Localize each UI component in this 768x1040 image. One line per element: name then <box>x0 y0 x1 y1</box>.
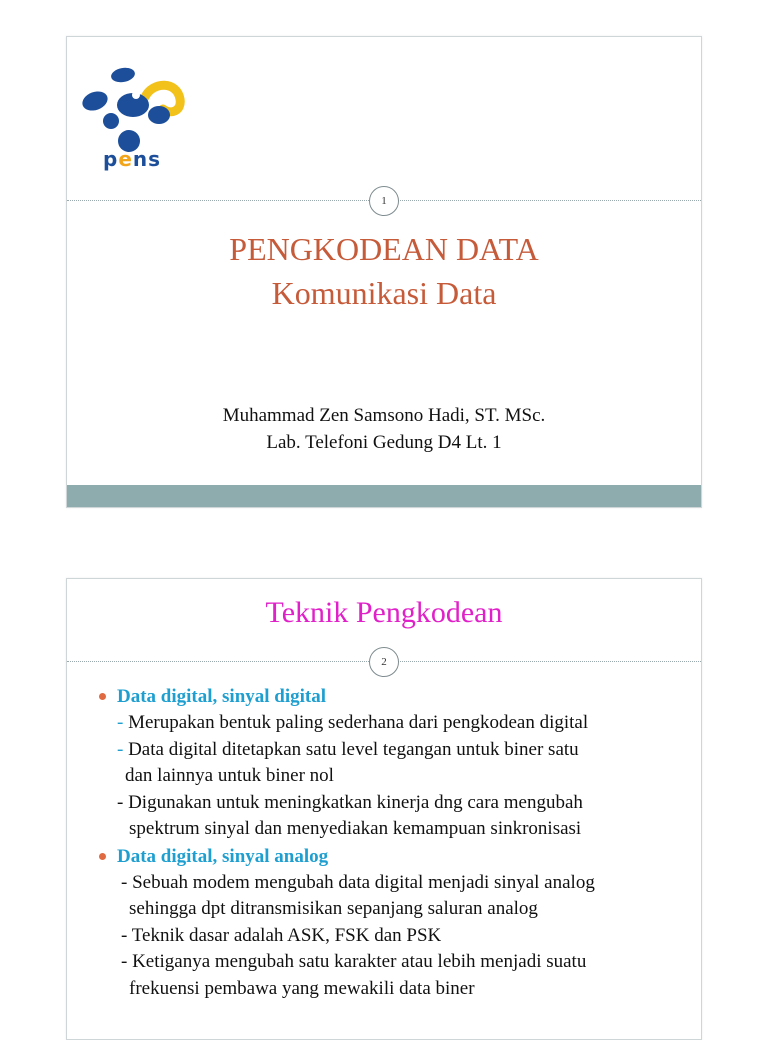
bullet-line-continuation: frekuensi pembawa yang mewakili data biner <box>129 977 475 999</box>
slide-number: 1 <box>369 186 399 216</box>
author-affiliation: Lab. Telefoni Gedung D4 Lt. 1 <box>266 432 502 453</box>
bullet-line: - Sebuah modem mengubah data digital menjadi sinyal analog <box>121 871 595 893</box>
bullet-line: - Data digital ditetapkan satu level tegangan untuk biner satu <box>117 738 579 760</box>
slide-2 <box>66 578 702 1040</box>
bullet-heading: Data digital, sinyal digital <box>95 683 695 710</box>
bullet-line: - Digunakan untuk meningkatkan kinerja dng cara mengubah <box>117 791 583 813</box>
bullet-line: - Merupakan bentuk paling sederhana dari pengkodean digital <box>117 712 589 733</box>
bullet-line-continuation: sehingga dpt ditransmisikan sepanjang saluran analog <box>129 898 538 919</box>
slide-subtitle: Komunikasi Data <box>271 275 497 311</box>
bullet-dot-icon <box>99 693 106 700</box>
author-name: Muhammad Zen Samsono Hadi, ST. MSc. <box>222 405 546 426</box>
logo-wordmark: pens <box>103 147 162 171</box>
slide-content <box>95 683 695 1002</box>
bullet-line: - Ketiganya mengubah satu karakter atau lebih menjadi suatu <box>121 951 587 972</box>
footer-band <box>67 485 701 507</box>
bullet-line-continuation: spektrum sinyal dan menyediakan kemampuan sinkronisasi <box>129 818 582 839</box>
bullet-dot-icon <box>99 853 106 860</box>
bullet-line-continuation: dan lainnya untuk biner nol <box>125 765 334 786</box>
slide-title: PENGKODEAN DATA <box>229 231 539 267</box>
slide-number: 2 <box>369 647 399 677</box>
slide-1 <box>66 36 702 508</box>
slide-title: Teknik Pengkodean <box>265 596 503 629</box>
bullet-line: - Teknik dasar adalah ASK, FSK dan PSK <box>121 924 442 946</box>
pens-logo <box>81 55 185 171</box>
bullet-heading: Data digital, sinyal analog <box>95 843 695 870</box>
